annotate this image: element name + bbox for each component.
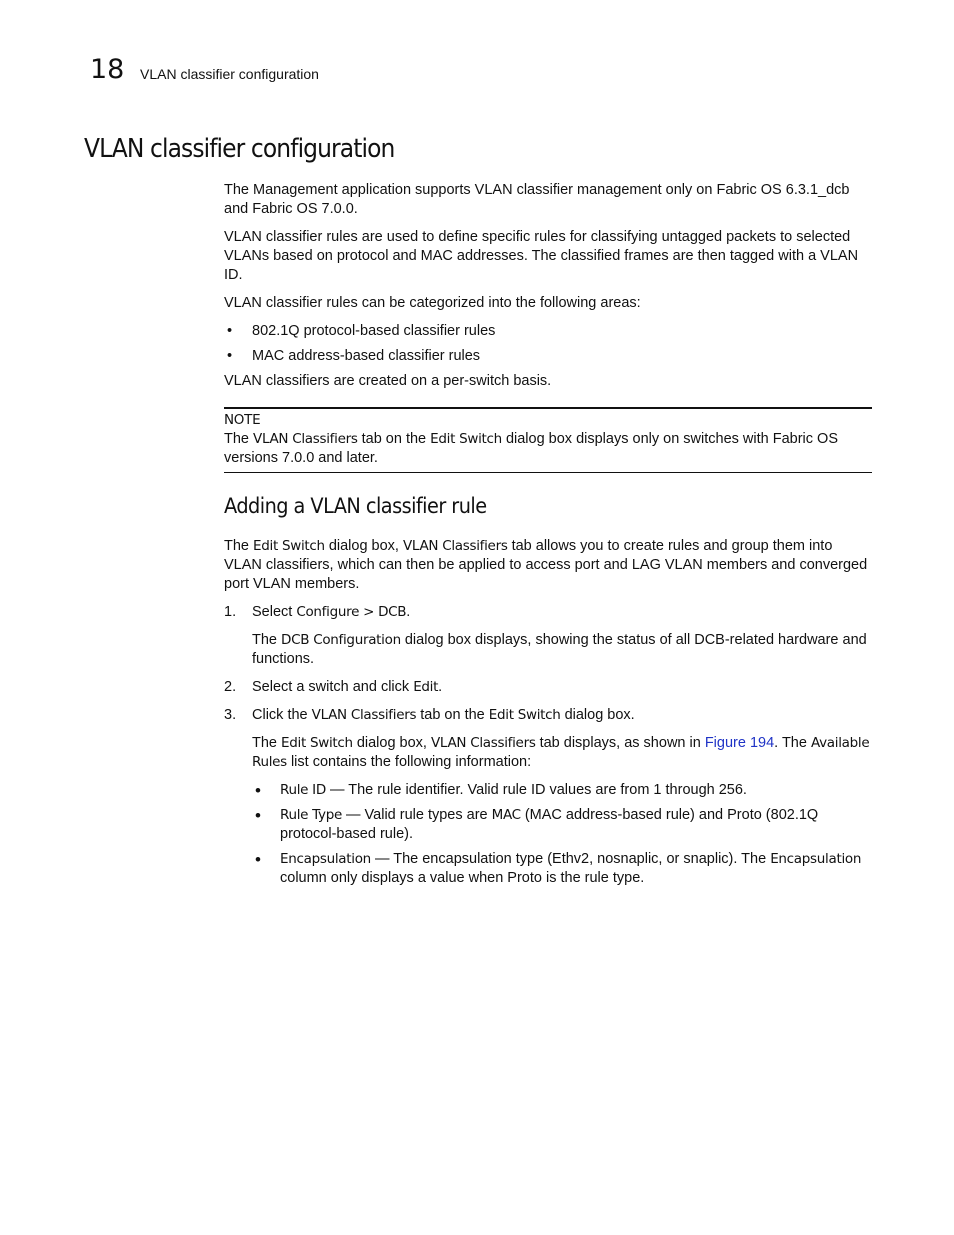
step-1: 1. Select Configure > DCB. The DCB Configuration dialog box displays, showing the status of all DCB-related hardware and functions. xyxy=(224,603,872,669)
main-content xyxy=(224,181,872,897)
note-label: NOTE xyxy=(224,412,261,428)
intro-paragraph-2: VLAN classifier rules are used to define specific rules for classifying untagged packets to selected VLANs based on protocol and MAC addresses. The classified frames are then tagged with a VLAN ID. xyxy=(224,229,859,283)
list-item: • Encapsulation — The encapsulation type (Ethv2, nosnaplic, or snaplic). The Encapsulation column only displays a value when Proto is the rule type. xyxy=(252,850,872,888)
step-3: 3. Click the VLAN Classifiers tab on the Edit Switch dialog box. The Edit Switch dialog box, VLAN Classifiers tab displays, as shown in Figure 194. The Available Rules list contains the following information: • Rule ID — The rule identifier. Valid rule ID values are from 1 through 256. • Rule Type — Valid rule types are MAC (MAC address-based rule) and Proto (802.1Q protocol-based rule). • Encapsulation — The encapsulation type (Ethv2, nosnaplic, or snaplic). The Encapsulation column only displays a value when Proto is the rule type. xyxy=(224,706,872,888)
figure-194-link[interactable]: Figure 194 xyxy=(704,735,775,751)
note-box xyxy=(224,407,872,473)
list-item: • Rule ID — The rule identifier. Valid rule ID values are from 1 through 256. xyxy=(252,781,872,800)
step-number: 2. xyxy=(224,679,237,695)
running-header-title: VLAN classifier configuration xyxy=(140,66,319,82)
procedure-steps xyxy=(224,603,872,888)
step-2: 2. Select a switch and click Edit. xyxy=(224,679,443,695)
page-title: VLAN classifier configuration xyxy=(84,134,395,164)
chapter-number: 18 xyxy=(90,54,125,85)
step-number: 1. xyxy=(224,604,237,620)
classifier-areas-list xyxy=(224,322,872,366)
step-number: 3. xyxy=(224,707,237,723)
intro-paragraph-1: The Management application supports VLAN classifier management only on Fabric OS 6.3.1_dcb and Fabric OS 7.0.0. xyxy=(224,182,850,217)
intro-paragraph-3: VLAN classifier rules can be categorized into the following areas: xyxy=(224,295,641,311)
step-1-result: The DCB Configuration dialog box displays, showing the status of all DCB-related hardware and functions. xyxy=(252,632,867,667)
list-item: • 802.1Q protocol-based classifier rules xyxy=(224,322,872,341)
intro-paragraph-4: VLAN classifiers are created on a per-switch basis. xyxy=(224,373,552,389)
section-paragraph: The Edit Switch dialog box, VLAN Classifiers tab allows you to create rules and group them into VLAN classifiers, which can then be applied to access port and LAG VLAN members and converged port VLAN members. xyxy=(224,538,868,592)
section-title: Adding a VLAN classifier rule xyxy=(224,494,487,518)
available-rules-list xyxy=(252,781,872,888)
note-text: The VLAN Classifiers tab on the Edit Switch dialog box displays only on switches with Fabric OS versions 7.0.0 and later. xyxy=(224,431,838,466)
list-item: • MAC address-based classifier rules xyxy=(224,347,872,366)
list-item: • Rule Type — Valid rule types are MAC (MAC address-based rule) and Proto (802.1Q protocol-based rule). xyxy=(252,806,872,844)
step-3-result: The Edit Switch dialog box, VLAN Classifiers tab displays, as shown in Figure 194. The Available Rules list contains the following information: xyxy=(252,735,870,770)
